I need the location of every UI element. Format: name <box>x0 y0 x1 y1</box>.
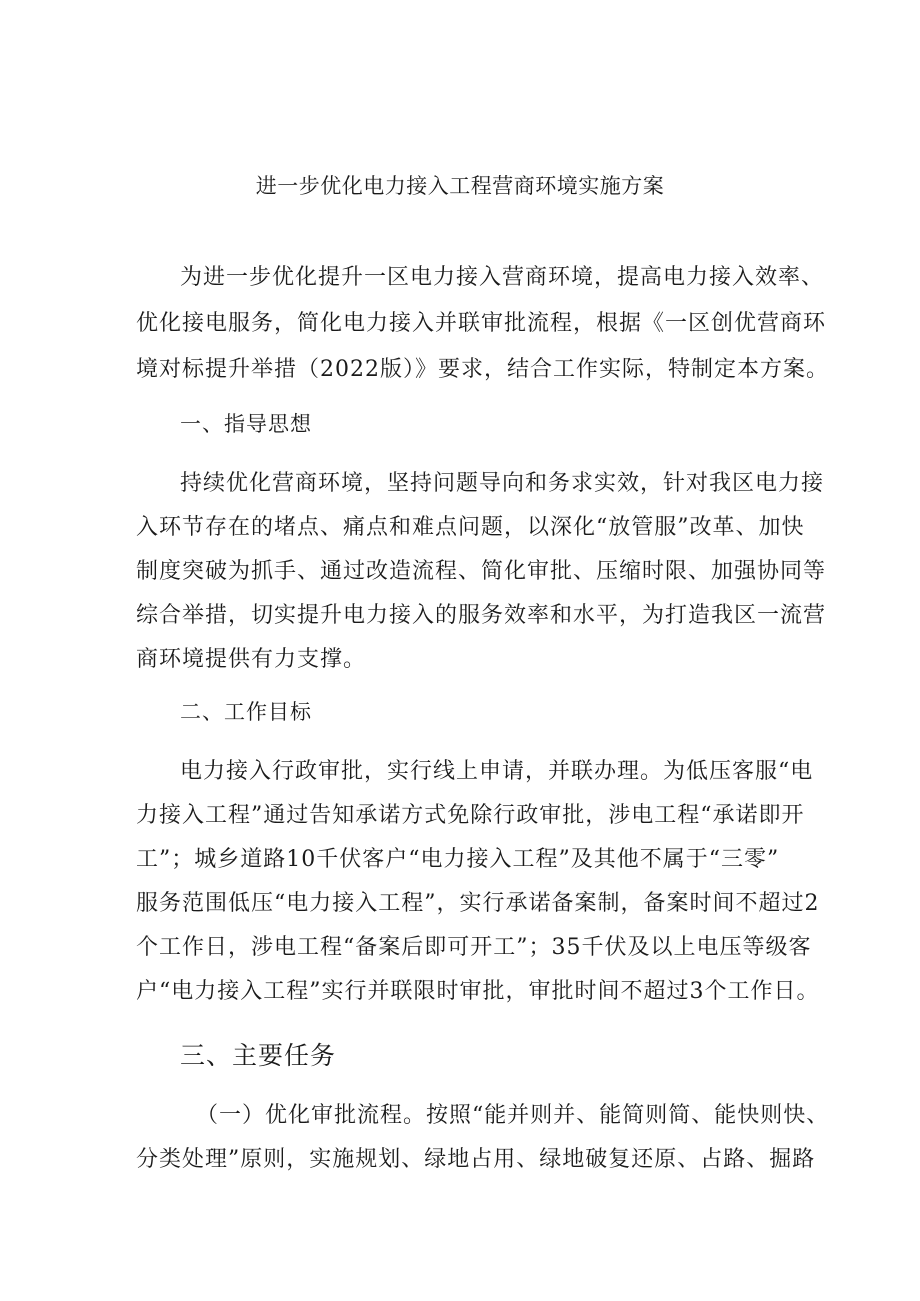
section1-heading: 一、指导思想 <box>180 412 312 436</box>
document-title: 进一步优化电力接入工程营商环境实施方案 <box>255 174 665 198</box>
section1-line-3: 制度突破为抓手、通过改造流程、简化审批、压缩时限、加强协同等 <box>136 559 827 584</box>
intro-line-2: 优化接电服务，简化电力接入并联审批流程，根据《一区创优营商环 <box>136 311 827 336</box>
section3-line-2: 分类处理”原则，实施规划、绿地占用、绿地破复还原、占路、掘路 <box>136 1147 816 1172</box>
section2-line-3: 工”；城乡道路10千伏客户“电力接入工程”及其他不属于“三零” <box>136 847 780 872</box>
section2-line-6: 户“电力接入工程”实行并联限时审批，审批时间不超过3个工作日。 <box>136 979 820 1004</box>
section3-heading: 三、主要任务 <box>180 1041 337 1070</box>
section2-line-5: 个工作日，涉电工程“备案后即可开工”；35千伏及以上电压等级客 <box>136 935 812 960</box>
section2-heading: 二、工作目标 <box>180 700 312 724</box>
section2-line-2: 力接入工程”通过告知承诺方式免除行政审批，涉电工程“承诺即开 <box>136 803 805 828</box>
section2-line-4: 服务范围低压“电力接入工程”，实行承诺备案制，备案时间不超过2 <box>136 891 820 916</box>
section1-line-2: 入环节存在的堵点、痛点和难点问题，以深化“放管服”改革、加快 <box>136 515 805 540</box>
intro-line-3: 境对标提升举措（2022版）》要求，结合工作实际，特制定本方案。 <box>136 357 829 382</box>
section3-line-1: （一）优化审批流程。按照“能并则并、能简则简、能快则快、 <box>196 1103 830 1128</box>
section1-line-4: 综合举措，切实提升电力接入的服务效率和水平，为打造我区一流营 <box>136 603 827 628</box>
section2-line-1: 电力接入行政审批，实行线上申请，并联办理。为低压客服“电 <box>180 759 814 784</box>
section1-line-1: 持续优化营商环境，坚持问题导向和务求实效，针对我区电力接 <box>180 471 825 496</box>
section1-line-5: 商环境提供有力支撑。 <box>136 647 367 672</box>
intro-line-1: 为进一步优化提升一区电力接入营商环境，提高电力接入效率、 <box>180 265 825 290</box>
